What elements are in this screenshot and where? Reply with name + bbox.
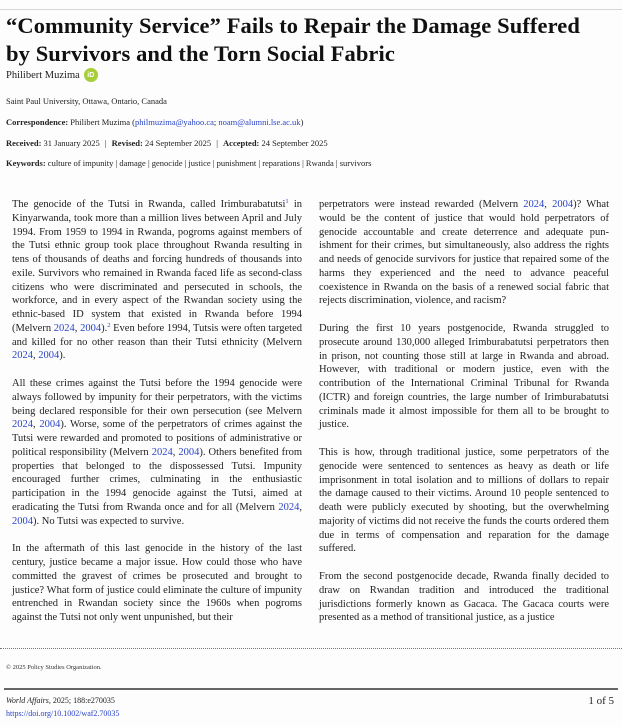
author-name: Philibert Muzima xyxy=(6,69,80,81)
revised-label: Revised: xyxy=(111,138,143,148)
received-label: Received: xyxy=(6,138,42,148)
doi-link[interactable]: https://doi.org/10.1002/waf2.70035 xyxy=(6,709,120,718)
separator: | xyxy=(104,138,107,148)
citation-link[interactable]: 2024 xyxy=(523,199,545,210)
dotted-divider xyxy=(0,648,622,649)
citation-link[interactable]: 2024 xyxy=(12,350,33,362)
accepted-label: Accepted: xyxy=(223,138,260,148)
author-line xyxy=(6,68,98,82)
correspondence-name: Philibert Muzima xyxy=(70,117,131,127)
page-number: 1 of 5 xyxy=(588,695,614,707)
text: , xyxy=(33,419,40,431)
received-date: 31 January 2025 xyxy=(43,138,100,148)
journal-volume: 2025; 188:e270035 xyxy=(50,696,115,705)
email-link-1[interactable]: philmuzima@yahoo.ca xyxy=(135,117,214,127)
text: ). Others benefited from properties that belonged to the dispossessed Tutsi. Impunity encouraged further crimes, culminating in the enthusiastic participation in the 1994 genocide against the Tutsi, aimed at eradicating the Tutsi from Rwanda once and for all (Melvern xyxy=(12,446,303,513)
citation-link[interactable]: 2024 xyxy=(151,446,173,458)
text: ). Worse, some of the perpetrators of crimes against the Tutsi were rewarded and promoted to positions of administrative or political responsibility (Melvern xyxy=(12,419,303,458)
text: ). xyxy=(59,350,66,362)
keyword: justice xyxy=(188,158,211,168)
left-column xyxy=(12,198,302,639)
keyword: culture of impunity xyxy=(47,158,114,168)
text: , xyxy=(172,446,179,458)
text: All these crimes against the Tutsi before the 1994 genocide were always followed by impunity for their perpetrators, with the victims being declared responsible for their own persecution (see Melvern xyxy=(12,378,302,417)
keyword: punishment xyxy=(216,158,257,168)
keyword: genocide xyxy=(151,158,183,168)
keyword: damage xyxy=(119,158,146,168)
text: , xyxy=(33,350,39,362)
affiliation: Saint Paul University, Ottawa, Ontario, Canada xyxy=(6,96,167,106)
citation-link[interactable]: 2004 xyxy=(552,199,574,210)
text: )? What would be the content of justice that would hold perpetrators of genocide accountable and create deterrence and adequate punishment for their crimes, but simultaneously, also address the rights and needs of genocide survivors for justice that repaired some of the harms they experienced and the need to advance peaceful coexistence in Rwanda on the basis of a renewed social fabric that rejects discrimination, violence, and racism? xyxy=(319,199,609,307)
text: , xyxy=(544,199,553,210)
footnote-link[interactable]: 1 xyxy=(285,198,289,205)
copyright: © 2025 Policy Studies Organization. xyxy=(6,664,102,671)
correspondence-label: Correspondence: xyxy=(6,117,69,127)
text: perpetrators were instead rewarded (Melvern xyxy=(319,199,524,210)
text: , xyxy=(74,322,81,334)
paragraph: During the first 10 years postgenocide, Rwanda struggled to prosecute around 130,000 alleged Irimburabatutsi perpetrators then in prison, not counting those still at large in Rwanda and abroad. However, with traditional or modern justice, even with the contribution of the International Criminal Tribunal for Rwanda (ICTR) and foreign countries, the large number of Irimburabatutsi criminals made it almost impossible for them all to be brought to justice. xyxy=(319,323,609,431)
journal-citation xyxy=(6,696,115,705)
citation-link[interactable]: 2004 xyxy=(178,446,200,458)
paragraph: In the aftermath of this last genocide in the history of the last century, justice became a major issue. How could those who have committed the gravest of crimes be prosecuted and brought to justice? What form of justice could eliminate the culture of impunity entrenched in Rwandan society since the 1960s when pogroms against the Tutsi not only went unpunished, but their xyxy=(12,543,302,623)
top-rule xyxy=(0,9,622,10)
text: ). No Tutsi was expected to survive. xyxy=(33,515,185,527)
keyword: Rwanda xyxy=(305,158,334,168)
text: , xyxy=(299,501,302,513)
revised-date: 24 September 2025 xyxy=(144,138,212,148)
citation-link[interactable]: 2024 xyxy=(53,322,75,334)
journal-name: World Affairs, xyxy=(6,696,51,705)
article-title: “Community Service” Fails to Repair the Damage Suffered by Survivors and the Torn Social Fabric xyxy=(6,13,580,66)
right-column xyxy=(319,198,609,639)
keywords-label: Keywords: xyxy=(6,158,46,168)
article-dates xyxy=(6,138,328,148)
footer-rule xyxy=(4,688,618,690)
keyword: reparations xyxy=(262,158,300,168)
paragraph xyxy=(12,198,302,363)
text: ). xyxy=(101,322,108,334)
separator: | xyxy=(216,138,218,148)
text: in Kinyarwanda, took more than a million lives between April and July 1994. From 1959 to 1994 in Rwanda, pogroms against members of the Tutsi ethnic group took place throughout Rwanda resulting in tens of thousands of deaths and forcing hundreds of thousands into exile. Survivors who remained in Rwanda faced life as second-class citizens who were discriminated and persecuted in schools, the workforce, and in every aspect of the Rwandan society using the ethnic-based ID system that existed in Rwanda before 1994 (Melvern xyxy=(12,199,303,334)
footnote-link[interactable]: 2 xyxy=(107,321,111,329)
citation-link[interactable]: 2024 xyxy=(278,501,300,513)
accepted-date: 24 September 2025 xyxy=(261,138,328,148)
correspondence: Correspondence: Philibert Muzima (philmuzima@yahoo.ca; noam@alumni.lse.ac.uk) xyxy=(6,117,304,127)
text: Even before 1994, Tutsis were often targeted and killed for no other reason than their Tutsi ethnicity (Melvern xyxy=(12,322,302,348)
paragraph xyxy=(12,377,302,528)
paragraph: This is how, through traditional justice, some perpetrators of the genocide were sentenced to sentences as heavy as death or life imprisonment in total isolation and to millions of dollars to repair the damage caused to their victims. Around 10 people sentenced to death were publicly executed by shooting, but the overwhelming majority of victims did not receive the funds the courts ordered them due in terms of compensation and reparation for the damage suffered. xyxy=(319,447,609,555)
keyword: survivors xyxy=(339,158,372,168)
keywords: Keywords: culture of impunity | damage | genocide | justice | punishment | reparations | Rwanda | survivors xyxy=(6,158,372,168)
orcid-icon[interactable]: iD xyxy=(84,68,98,82)
citation-link[interactable]: 2004 xyxy=(12,515,33,527)
citation-link[interactable]: 2024 xyxy=(12,419,33,431)
text: The genocide of the Tutsi in Rwanda, called Irimburabatutsi xyxy=(12,199,286,210)
paragraph: From the second postgenocide decade, Rwanda finally decided to draw on Rwandan tradition and introduced the traditional jurisdictions formerly known as Gacaca. The Gacaca courts were presented as a method of transitional justice, as a justice xyxy=(319,571,609,624)
paragraph xyxy=(319,198,609,308)
email-link-2[interactable]: noam@alumni.lse.ac.uk xyxy=(218,117,301,127)
citation-link[interactable]: 2004 xyxy=(38,350,60,362)
citation-link[interactable]: 2004 xyxy=(80,322,102,334)
citation-link[interactable]: 2004 xyxy=(39,419,61,431)
